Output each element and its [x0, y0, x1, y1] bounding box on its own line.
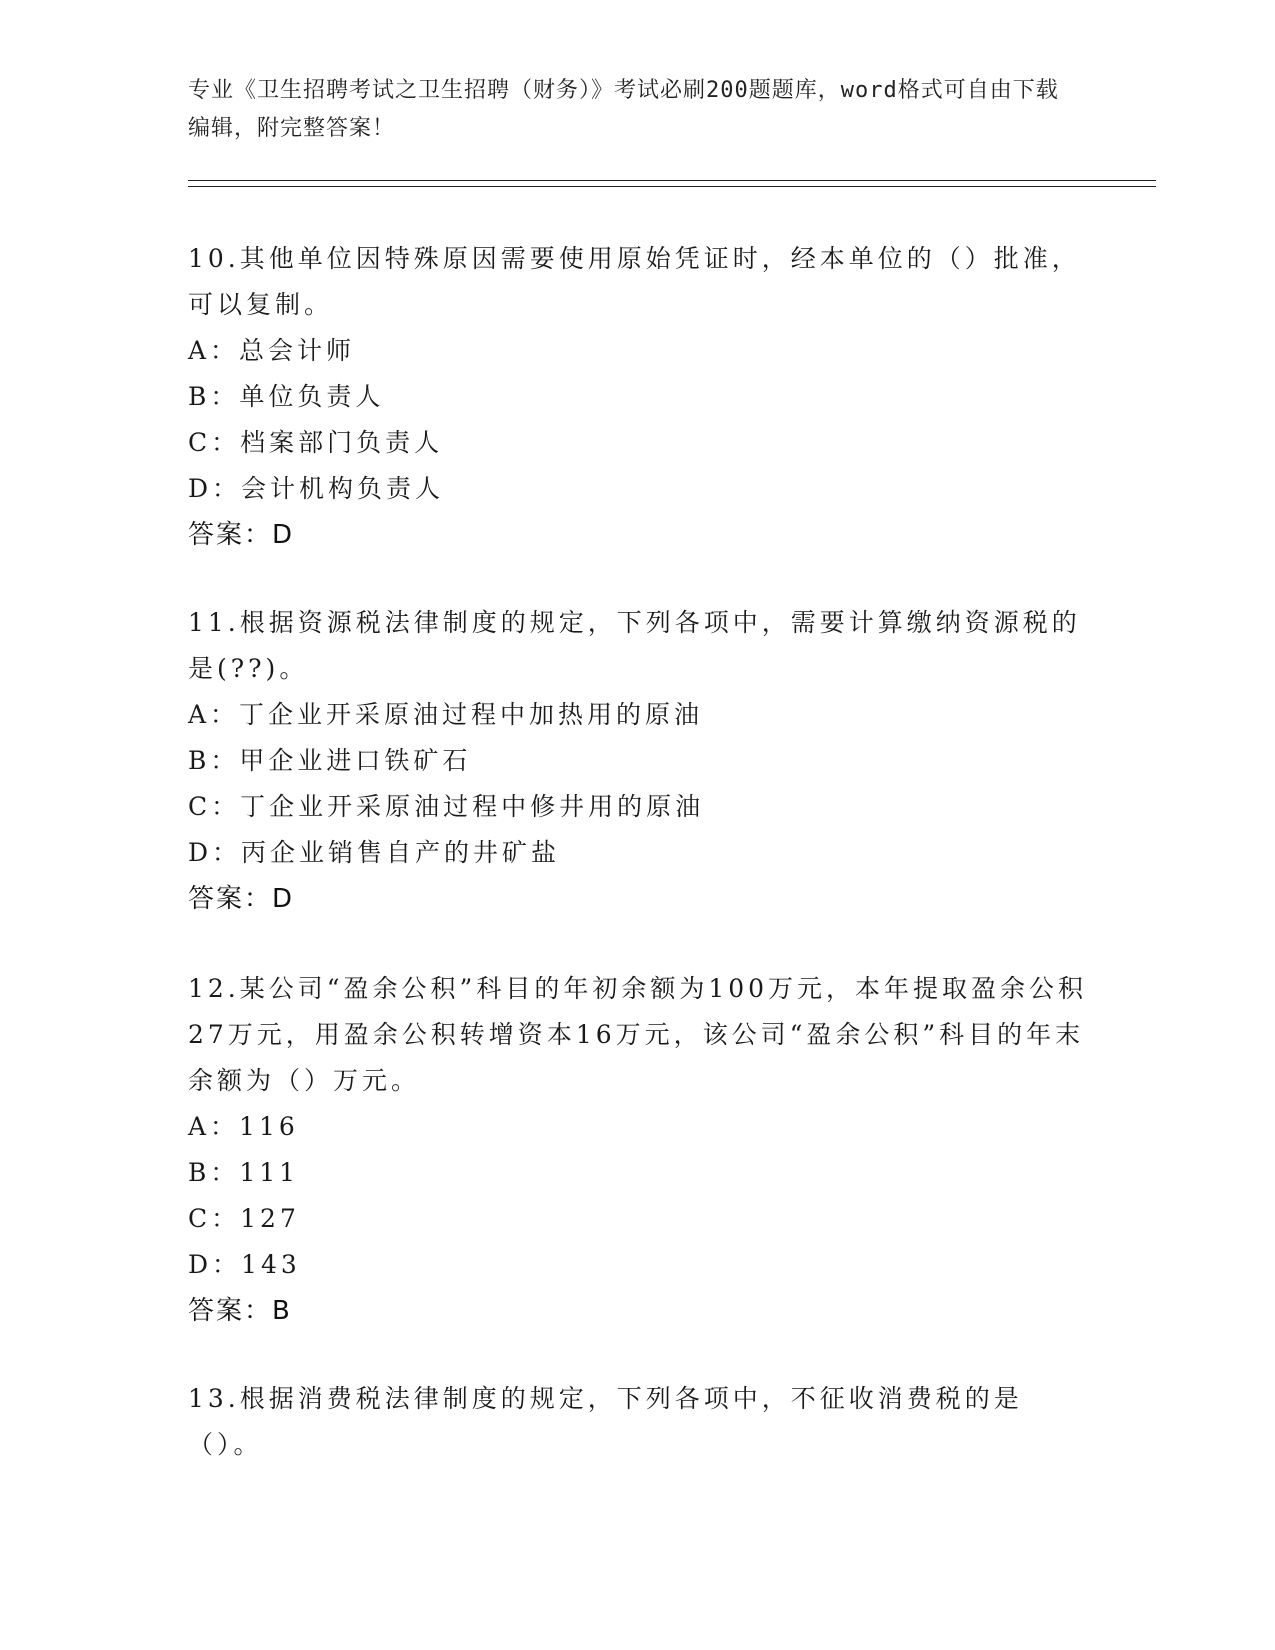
document-header: 专业《卫生招聘考试之卫生招聘（财务）》考试必刷200题题库，word格式可自由下载编辑，附完整答案！: [188, 78, 1059, 141]
option-a: A：丁企业开采原油过程中加热用的原油: [188, 700, 704, 729]
header-divider-top: [188, 180, 1156, 181]
option-a: A：总会计师: [188, 336, 356, 365]
option-c: C：丁企业开采原油过程中修井用的原油: [188, 792, 705, 821]
option-a: A：116: [188, 1112, 299, 1141]
option-d: D：会计机构负责人: [188, 474, 445, 503]
option-b: B：111: [188, 1158, 300, 1187]
option-b: B：甲企业进口铁矿石: [188, 746, 472, 775]
question-stem: 10.其他单位因特殊原因需要使用原始凭证时，经本单位的（）批准，可以复制。: [188, 244, 1081, 319]
answer-label: 答案：D: [188, 884, 295, 914]
question-12: [188, 966, 1088, 1334]
question-11: [188, 600, 1088, 922]
option-c: C：127: [188, 1204, 300, 1233]
header-divider-bottom: [188, 186, 1156, 187]
answer-label: 答案：B: [188, 1296, 292, 1326]
question-13: [188, 1376, 1088, 1468]
question-stem: 11.根据资源税法律制度的规定，下列各项中，需要计算缴纳资源税的是(??)。: [188, 608, 1081, 683]
option-d: D：143: [188, 1250, 301, 1279]
question-stem: 12.某公司“盈余公积”科目的年初余额为100万元，本年提取盈余公积27万元，用盈余公积转增资本16万元，该公司“盈余公积”科目的年末余额为（）万元。: [188, 974, 1088, 1095]
question-10: [188, 236, 1088, 558]
option-d: D：丙企业销售自产的井矿盐: [188, 838, 561, 867]
option-b: B：单位负责人: [188, 382, 385, 411]
option-c: C：档案部门负责人: [188, 428, 444, 457]
question-stem: 13.根据消费税法律制度的规定，下列各项中，不征收消费税的是（）。: [188, 1384, 1023, 1459]
answer-label: 答案：D: [188, 520, 295, 550]
